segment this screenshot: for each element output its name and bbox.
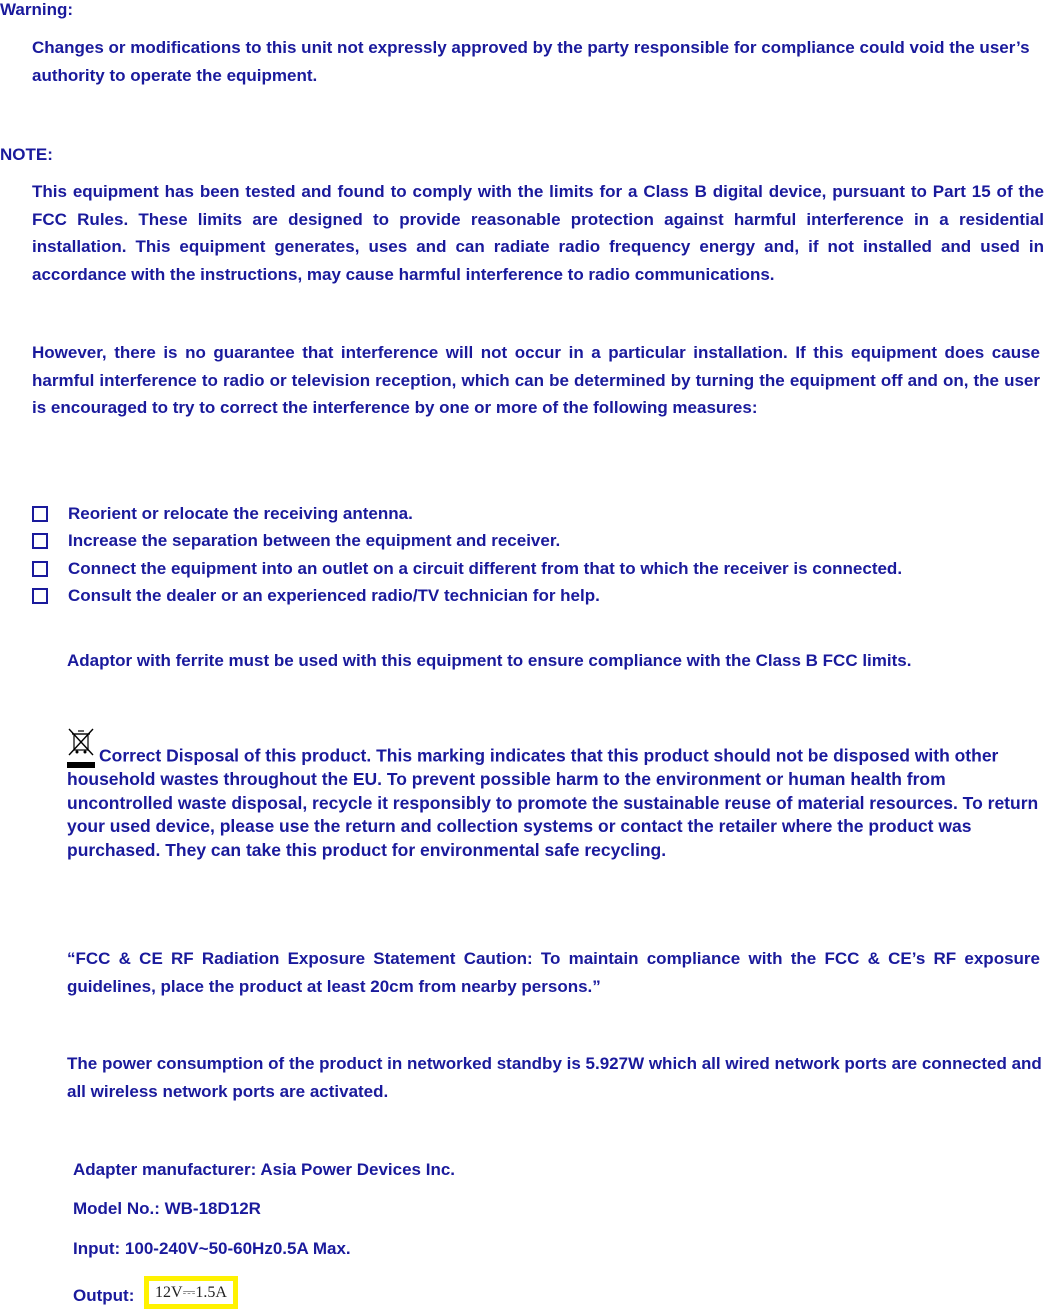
adapter-input: Input: 100-240V~50-60Hz0.5A Max.	[73, 1239, 351, 1258]
adapter-output-value: 12V⎓1.5A	[149, 1281, 233, 1304]
warning-heading: Warning:	[0, 0, 74, 19]
warning-text: Changes or modifications to this unit not expressly approved by the party responsible for compliance could void the user’s authority to operate the equipment.	[32, 38, 1030, 85]
measures-list	[32, 500, 902, 610]
checkbox-square-icon	[32, 506, 48, 522]
checkbox-square-icon	[32, 561, 48, 577]
adapter-manufacturer: Adapter manufacturer: Asia Power Devices Inc.	[73, 1160, 456, 1179]
disposal-section	[67, 728, 1042, 862]
list-item: Reorient or relocate the receiving antenna.	[32, 500, 902, 528]
note-paragraph-1: This equipment has been tested and found to comply with the limits for a Class B digital device, pursuant to Part 15 of the FCC Rules. These limits are designed to provide reasonable protection against harmful interference in a residential installation. This equipment generates, uses and can radiate radio frequency energy and, if not installed and used in accordance with the instructions, may cause harmful interference to radio communications.	[32, 182, 1044, 284]
crossed-bin-icon	[67, 728, 95, 768]
disposal-text: Correct Disposal of this product. This marking indicates that this product should not be disposed with other household wastes throughout the EU. To prevent possible harm to the environment or human health from uncontrolled waste disposal, recycle it responsibly to promote the sustainable reuse of material resources. To return your used device, please use the return and collection systems or contact the retailer where the product was purchased. They can take this product for environmental safe recycling.	[67, 745, 1039, 860]
list-item: Increase the separation between the equipment and receiver.	[32, 528, 902, 556]
note-paragraph-2: However, there is no guarantee that interference will not occur in a particular installation. If this equipment does cause harmful interference to radio or television reception, which can be determined by turning the equipment off and on, the user is encouraged to try to correct the interference by one or more of the following measures:	[32, 343, 1040, 417]
rf-exposure-statement: “FCC & CE RF Radiation Exposure Statement Caution: To maintain compliance with the FCC & CE’s RF exposure guidelines, place the product at least 20cm from nearby persons.”	[67, 949, 1040, 996]
adapter-output-label: Output:	[73, 1286, 135, 1305]
adapter-output-badge	[144, 1276, 238, 1309]
list-item: Connect the equipment into an outlet on a circuit different from that to which the receiver is connected.	[32, 555, 902, 583]
list-item: Consult the dealer or an experienced radio/TV technician for help.	[32, 583, 902, 611]
power-consumption-note: The power consumption of the product in networked standby is 5.927W which all wired network ports are connected and all wireless network ports are activated.	[67, 1054, 1042, 1101]
checkbox-square-icon	[32, 588, 48, 604]
note-heading: NOTE:	[0, 145, 53, 164]
checkbox-square-icon	[32, 533, 48, 549]
adaptor-ferrite-note: Adaptor with ferrite must be used with this equipment to ensure compliance with the Class B FCC limits.	[67, 651, 912, 670]
adapter-model: Model No.: WB-18D12R	[73, 1199, 261, 1218]
